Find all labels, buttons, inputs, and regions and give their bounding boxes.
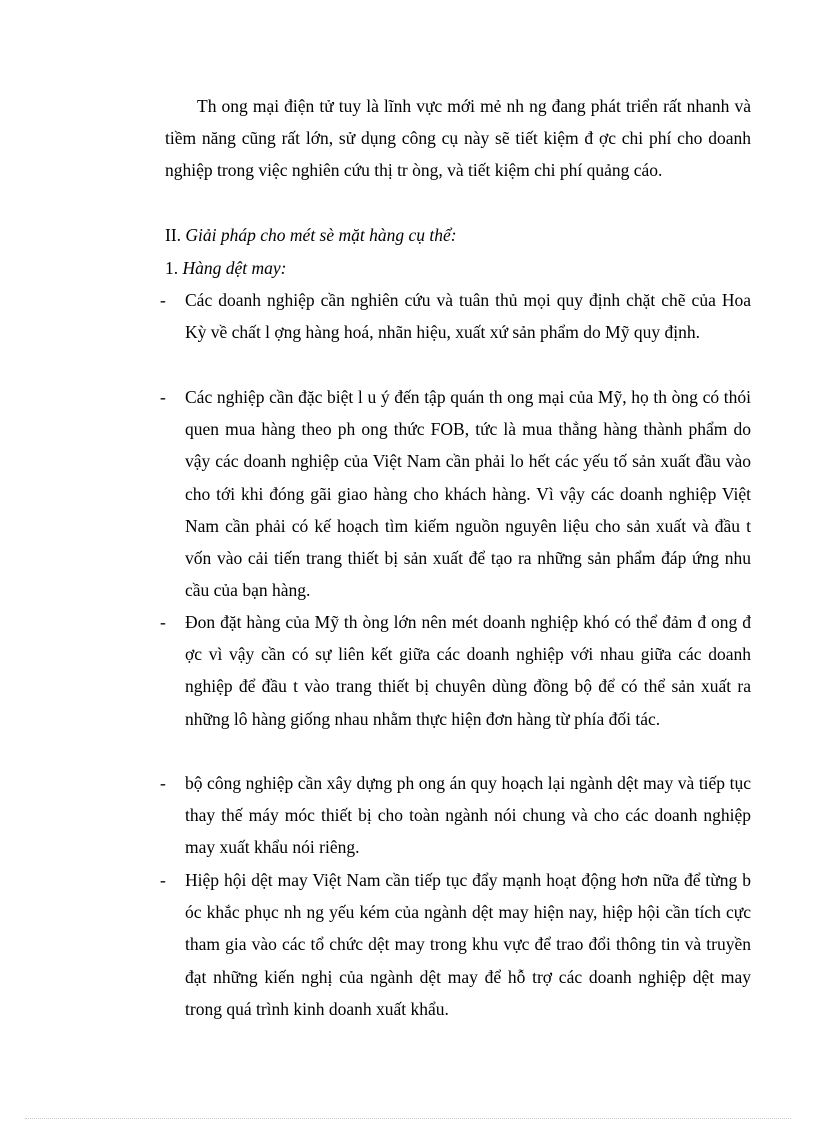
section-title: Giải pháp cho mét sè mặt hàng cụ thể: [185, 225, 457, 245]
list-item-text: Các doanh nghiệp cần nghiên cứu và tuân thủ mọi quy định chặt chẽ của Hoa Kỳ về chất l ợng hàng hoá, nhãn hiệu, xuất xứ sản phẩm do Mỹ quy định. [185, 290, 751, 343]
bullet-dash: - [160, 290, 166, 310]
list-item [160, 284, 751, 348]
list-item [160, 606, 751, 735]
section-number: II. [165, 225, 182, 245]
list-item [160, 864, 751, 1025]
bullet-dash: - [160, 773, 166, 793]
bullet-dash: - [160, 870, 166, 890]
section-heading [165, 219, 457, 251]
bullet-dash: - [160, 612, 166, 632]
list-item-text: Hiệp hội dệt may Việt Nam cần tiếp tục đẩy mạnh hoạt động hơn nữa để từng b óc khắc phục nh ng yếu kém của ngành dệt may hiện nay, hiệp hội cần tích cực tham gia vào các tổ chức dệt may trong khu vực để trao đổi thông tin và truyền đạt những kiến nghị của ngành dệt may để hỗ trợ các doanh nghiệp dệt may trong quá trình kinh doanh xuất khẩu. [185, 870, 751, 1019]
list-item [160, 381, 751, 606]
list-item-text: Các nghiệp cần đặc biệt l u ý đến tập quán th ong mại của Mỹ, họ th òng có thói quen mua hàng theo ph ong thức FOB, tức là mua thẳng hàng thành phẩm do vậy các doanh nghiệp của Việt Nam cần phải lo hết các yếu tố sản xuất đầu vào cho tới khi đóng gãi giao hàng cho khách hàng. Vì vậy các doanh nghiệp Việt Nam cần phải có kế hoạch tìm kiếm nguồn nguyên liệu cho sản xuất và đầu t vốn vào cải tiến trang thiết bị sản xuất để tạo ra những sản phẩm đáp ứng nhu cầu của bạn hàng. [185, 387, 751, 601]
intro-paragraph: Th ong mại điện tử tuy là lĩnh vực mới mẻ nh ng đang phát triển rất nhanh và tiềm năng cũng rất lớn, sử dụng công cụ này sẽ tiết kiệm đ ợc chi phí cho doanh nghiệp trong việc nghiên cứu thị tr òng, và tiết kiệm chi phí quảng cáo. [165, 96, 751, 181]
subsection-heading [165, 252, 287, 284]
page-bottom-divider [25, 1118, 791, 1119]
list-item-text: Đon đặt hàng của Mỹ th òng lớn nên mét doanh nghiệp khó có thể đảm đ ong đ ợc vì vậy cần có sự liên kết giữa các doanh nghiệp với nhau giữa các doanh nghiệp để đầu t vào trang thiết bị chuyên dùng đồng bộ để có thể sản xuất ra những lô hàng giống nhau nhằm thực hiện đơn hàng từ phía đối tác. [185, 612, 751, 729]
bullet-dash: - [160, 387, 166, 407]
subsection-title: Hàng dệt may: [182, 258, 287, 278]
list-item-text: bộ công nghiệp cần xây dựng ph ong án quy hoạch lại ngành dệt may và tiếp tục thay thế máy móc thiết bị cho toàn ngành nói chung và cho các doanh nghiệp may xuất khẩu nói riêng. [185, 773, 751, 858]
list-item [160, 767, 751, 864]
subsection-number: 1. [165, 258, 179, 278]
